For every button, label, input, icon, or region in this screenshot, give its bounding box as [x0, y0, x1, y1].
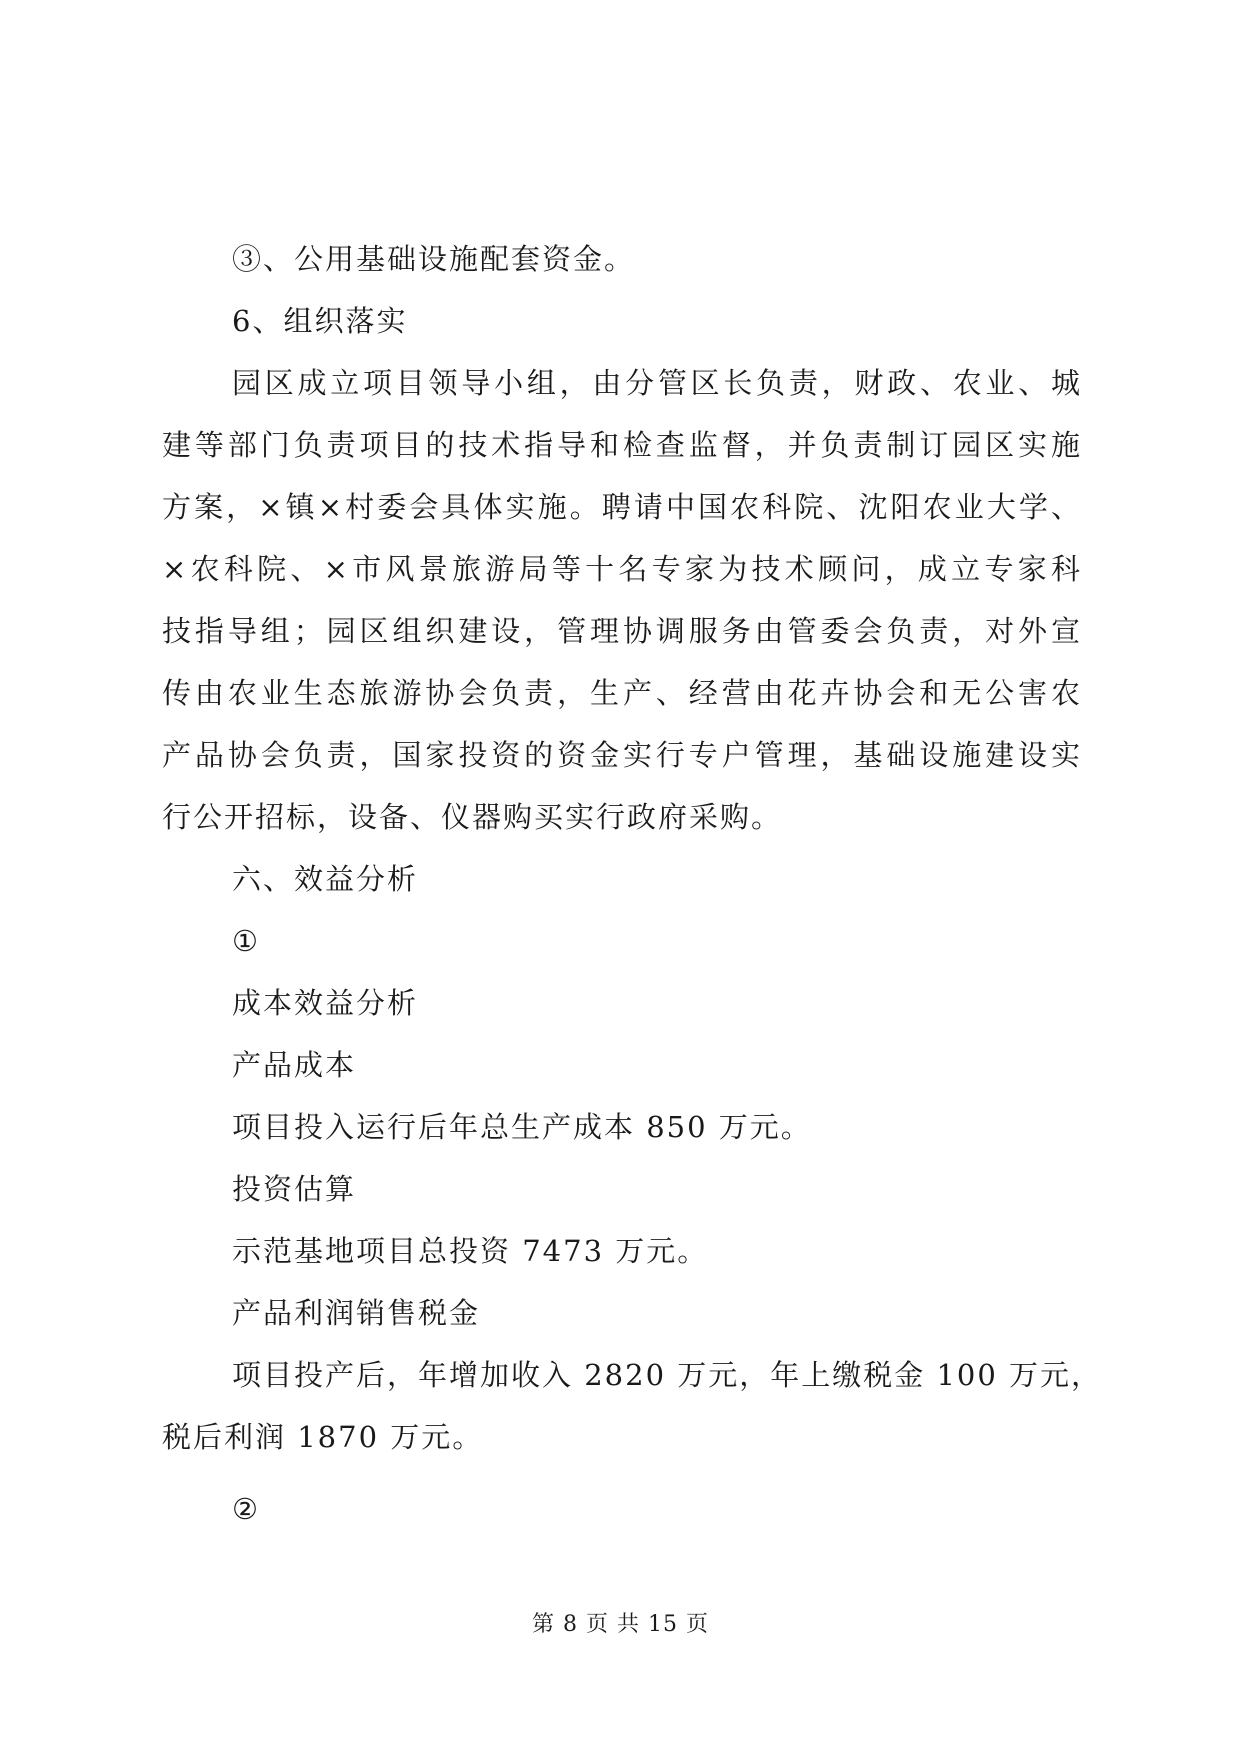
text-line: ×农科院、×市风景旅游局等十名专家为技术顾问，成立专家科	[162, 552, 1082, 586]
text-line: 技指导组；园区组织建设，管理协调服务由管委会负责，对外宣	[162, 614, 1082, 648]
text-line: 税后利润 1870 万元。	[162, 1420, 484, 1454]
subsection-heading: 投资估算	[232, 1172, 357, 1206]
list-marker: ②	[232, 1492, 260, 1526]
document-body	[162, 228, 1103, 1540]
subsection-heading: 产品利润销售税金	[232, 1296, 481, 1330]
subsection-heading: 产品成本	[232, 1048, 357, 1082]
text-line: 示范基地项目总投资 7473 万元。	[232, 1234, 709, 1268]
page-number-footer: 第 8 页 共 15 页	[532, 1612, 709, 1637]
text-line: 方案，×镇×村委会具体实施。聘请中国农科院、沈阳农业大学、	[162, 490, 1082, 524]
text-line: ③、公用基础设施配套资金。	[232, 242, 636, 276]
text-line: 建等部门负责项目的技术指导和检查监督，并负责制订园区实施	[162, 428, 1082, 462]
text-line: 行公开招标，设备、仪器购买实行政府采购。	[162, 800, 783, 834]
list-marker: ①	[232, 924, 260, 958]
subsection-heading: 成本效益分析	[232, 986, 419, 1020]
section-heading: 6、组织落实	[232, 304, 408, 338]
section-heading: 六、效益分析	[232, 862, 419, 896]
text-line: 传由农业生态旅游协会负责，生产、经营由花卉协会和无公害农	[162, 676, 1082, 710]
text-line: 产品协会负责，国家投资的资金实行专户管理，基础设施建设实	[162, 738, 1082, 772]
text-line: 项目投入运行后年总生产成本 850 万元。	[232, 1110, 812, 1144]
text-line: 园区成立项目领导小组，由分管区长负责，财政、农业、城	[232, 366, 1082, 400]
text-line: 项目投产后，年增加收入 2820 万元，年上缴税金 100 万元，	[232, 1358, 1103, 1392]
